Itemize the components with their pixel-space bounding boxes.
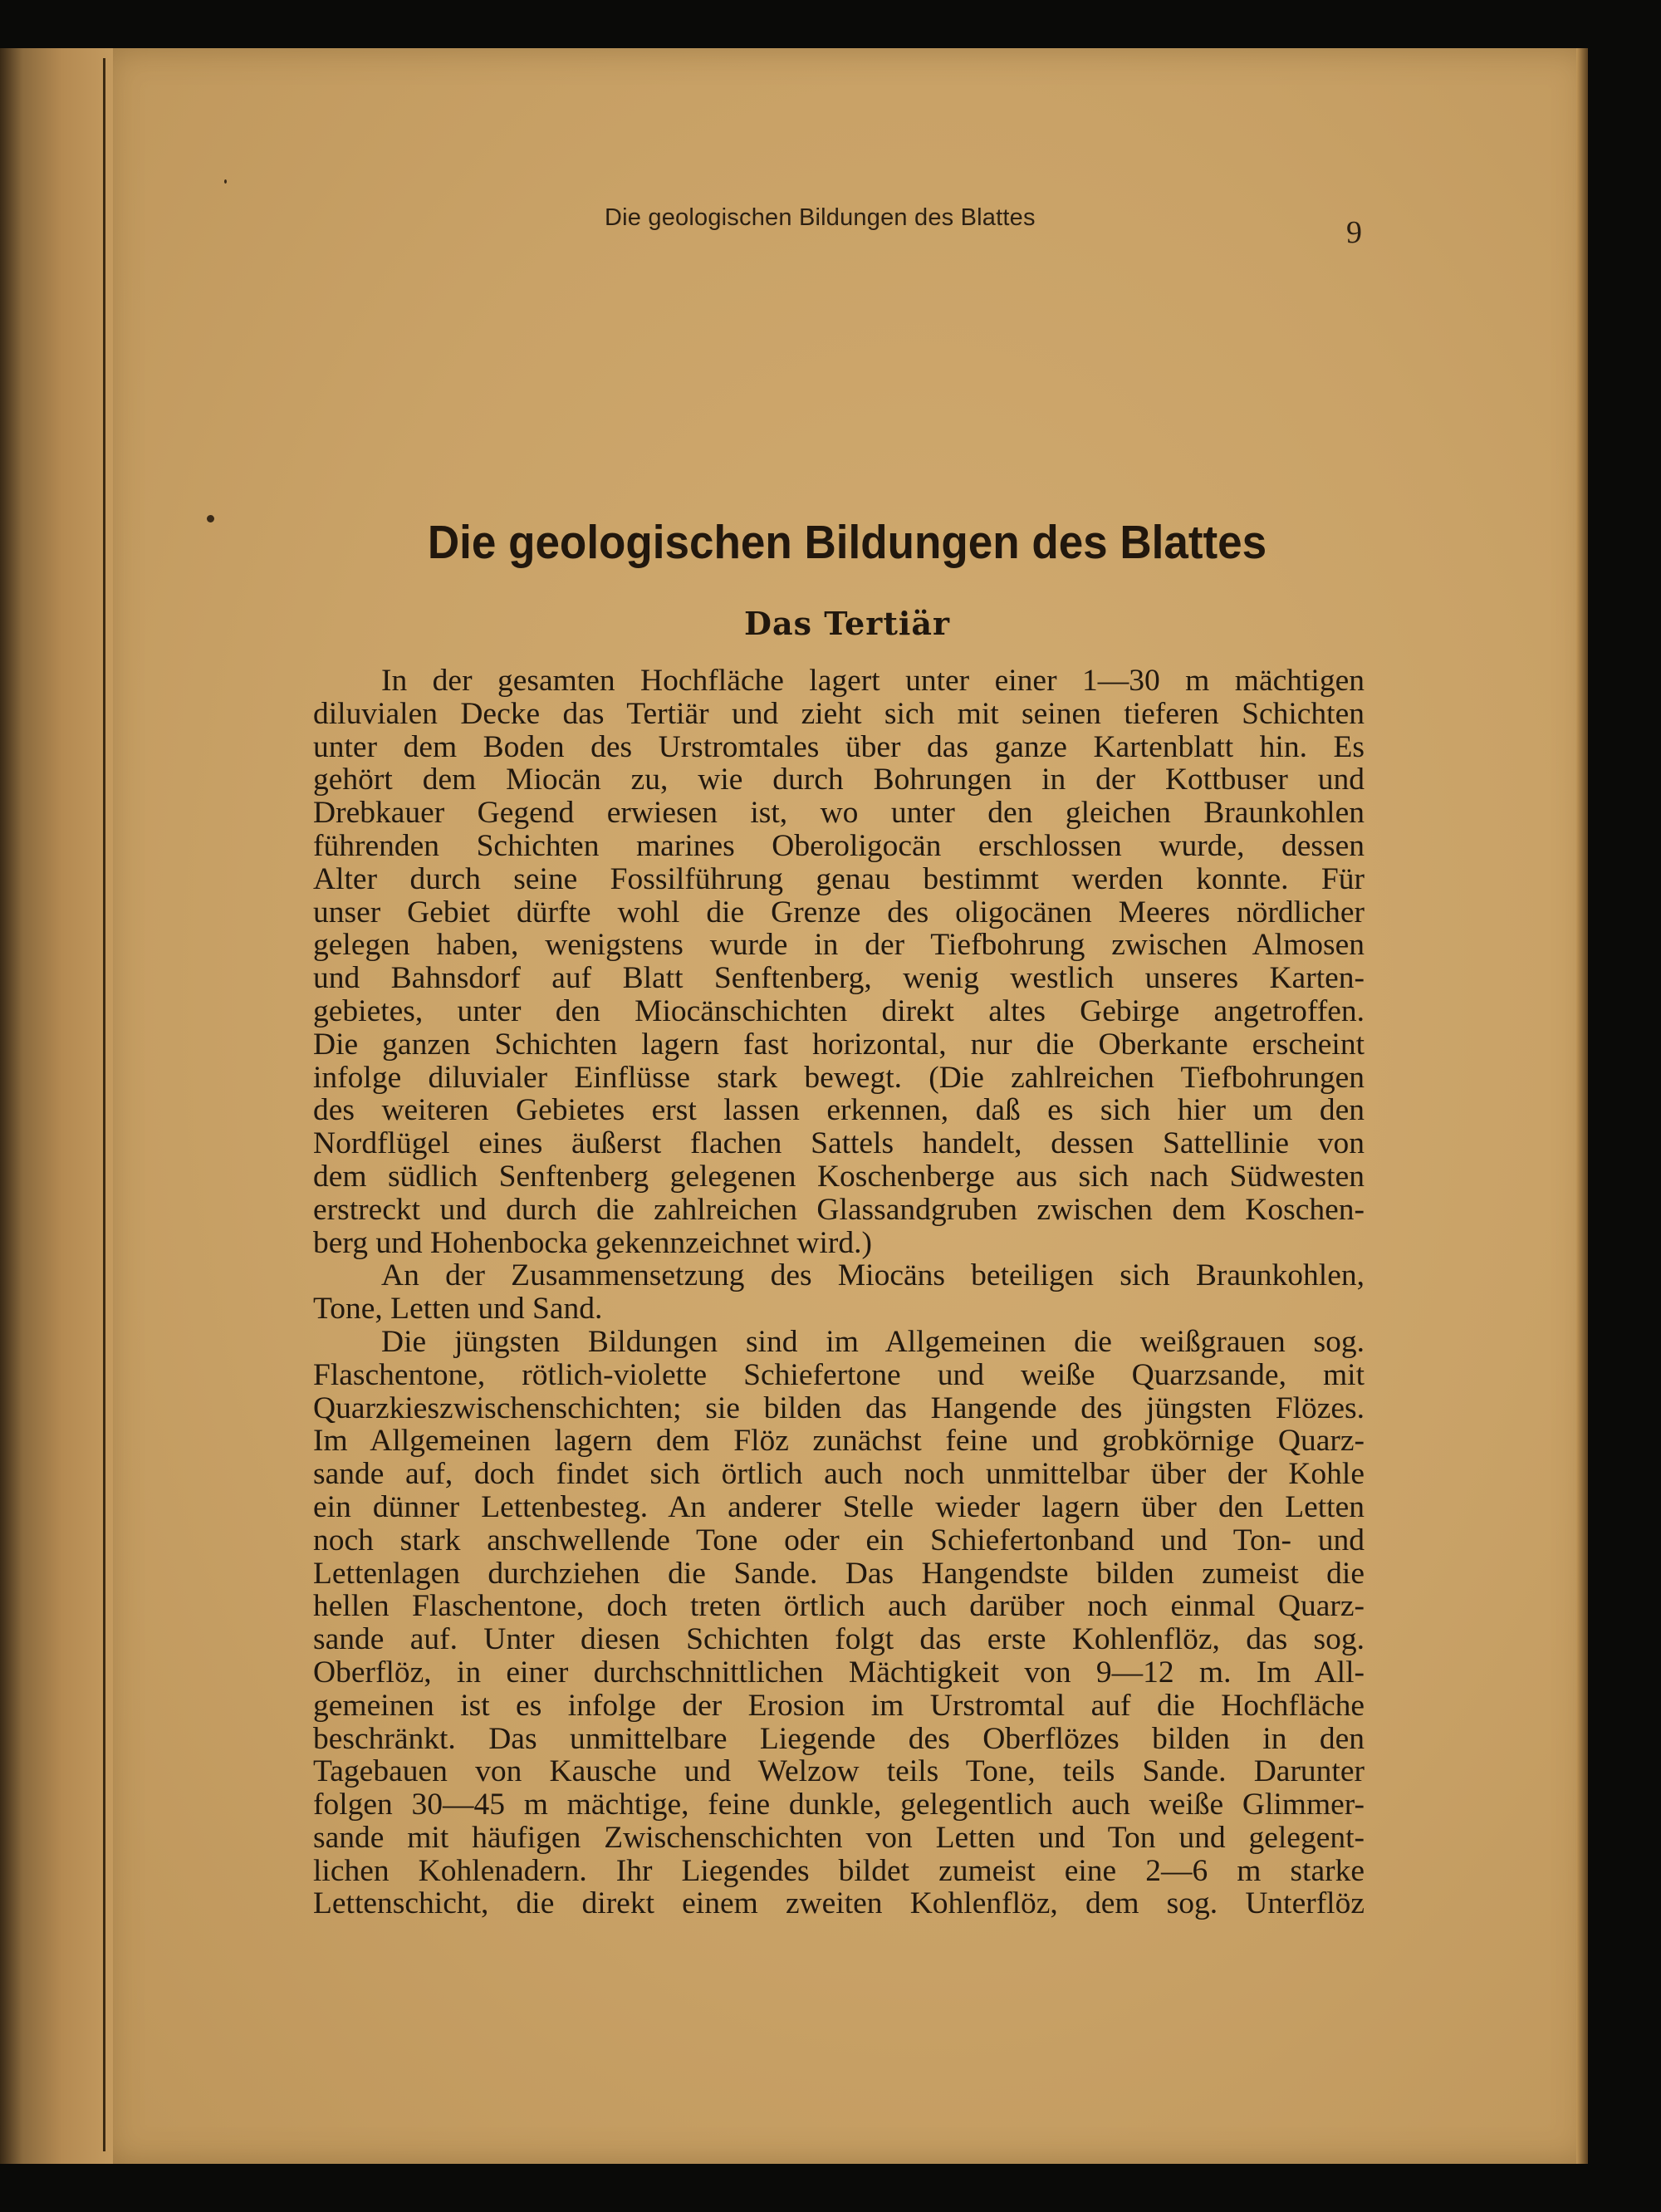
text-line: des weiteren Gebietes erst lassen erkennen, daß es sich hier um den xyxy=(313,1093,1365,1128)
text-line: Tone, Letten und Sand. xyxy=(313,1292,603,1327)
text-line: folgen 30—45 m mächtige, feine dunkle, gelegentlich auch weiße Glimmer- xyxy=(313,1788,1365,1822)
text-line: Drebkauer Gegend erwiesen ist, wo unter den gleichen Braunkohlen xyxy=(313,796,1365,831)
text-line: Oberflöz, in einer durchschnittlichen Mächtigkeit von 9—12 m. Im All- xyxy=(313,1655,1365,1690)
text-line: Nordflügel eines äußerst flachen Sattels handelt, dessen Sattellinie von xyxy=(313,1126,1365,1161)
book-spine xyxy=(0,48,113,2164)
text-line: In der gesamten Hochfläche lagert unter einer 1—30 m mächtigen xyxy=(381,664,1365,698)
text-line: Flaschentone, rötlich-violette Schiefertone und weiße Quarzsande, mit xyxy=(313,1357,1365,1392)
text-line: infolge diluvialer Einflüsse stark bewegt. (Die zahlreichen Tiefbohrungen xyxy=(313,1060,1365,1095)
page-edge xyxy=(1576,48,1588,2164)
text-line: diluvialen Decke das Tertiär und zieht sich mit seinen tieferen Schichten xyxy=(313,696,1365,731)
text-line: gebietes, unter den Miocänschichten direkt altes Gebirge angetroffen. xyxy=(313,993,1365,1028)
text-line: unser Gebiet dürfte wohl die Grenze des oligocänen Meeres nördlicher xyxy=(313,895,1365,929)
section-title: Das Tertiär xyxy=(744,605,950,642)
text-line: noch stark anschwellende Tone oder ein Schiefertonband und Ton- und xyxy=(313,1523,1365,1557)
text-line: Die jüngsten Bildungen sind im Allgemeinen die weißgrauen sog. xyxy=(381,1324,1365,1359)
text-line: An der Zusammensetzung des Miocäns beteiligen sich Braunkohlen, xyxy=(381,1258,1365,1293)
text-line: führenden Schichten marines Oberoligocän erschlossen wurde, dessen xyxy=(313,828,1365,863)
text-line: gemeinen ist es infolge der Erosion im Urstromtal auf die Hochfläche xyxy=(313,1688,1365,1723)
chapter-title: Die geologischen Bildungen des Blattes xyxy=(427,516,1267,569)
text-line: dem südlich Senftenberg gelegenen Koschenberge aus sich nach Südwesten xyxy=(313,1159,1365,1194)
text-line: Quarzkieszwischenschichten; sie bilden das Hangende des jüngsten Flözes. xyxy=(313,1390,1365,1425)
paper-speck xyxy=(224,179,227,184)
text-line: Die ganzen Schichten lagern fast horizontal, nur die Oberkante erscheint xyxy=(313,1027,1365,1062)
body-text xyxy=(313,665,1365,1920)
text-line: gehört dem Miocän zu, wie durch Bohrungen in der Kottbuser und xyxy=(313,763,1365,797)
text-line: Lettenlagen durchziehen die Sande. Das Hangendste bilden zumeist die xyxy=(313,1556,1365,1591)
text-line: berg und Hohenbocka gekennzeichnet wird.) xyxy=(313,1225,873,1260)
text-line: Im Allgemeinen lagern dem Flöz zunächst feine und grobkörnige Quarz- xyxy=(313,1424,1365,1459)
paper-speck xyxy=(207,515,214,522)
page-number: 9 xyxy=(1346,215,1362,250)
text-line: sande auf, doch findet sich örtlich auch noch unmittelbar über der Kohle xyxy=(313,1457,1365,1492)
text-line: Tagebauen von Kausche und Welzow teils Tone, teils Sande. Darunter xyxy=(313,1754,1365,1789)
text-line: sande auf. Unter diesen Schichten folgt das erste Kohlenflöz, das sog. xyxy=(313,1622,1365,1657)
text-line: Lettenschicht, die direkt einem zweiten Kohlenflöz, dem sog. Unterflöz xyxy=(313,1886,1365,1921)
text-line: sande mit häufigen Zwischenschichten von Letten und Ton und gelegent- xyxy=(313,1820,1365,1855)
gutter-line xyxy=(103,58,105,2151)
text-line: lichen Kohlenadern. Ihr Liegendes bildet zumeist eine 2—6 m starke xyxy=(313,1853,1365,1888)
text-line: Alter durch seine Fossilführung genau bestimmt werden konnte. Für xyxy=(313,861,1365,896)
running-head: Die geologischen Bildungen des Blattes xyxy=(605,204,1036,231)
text-line: erstreckt und durch die zahlreichen Glassandgruben zwischen dem Koschen- xyxy=(313,1192,1365,1227)
text-line: und Bahnsdorf auf Blatt Senftenberg, wenig westlich unseres Karten- xyxy=(313,961,1365,996)
text-line: ein dünner Lettenbesteg. An anderer Stelle wieder lagern über den Letten xyxy=(313,1489,1365,1524)
text-line: gelegen haben, wenigstens wurde in der Tiefbohrung zwischen Almosen xyxy=(313,928,1365,963)
text-line: beschränkt. Das unmittelbare Liegende des Oberflözes bilden in den xyxy=(313,1721,1365,1756)
text-line: unter dem Boden des Urstromtales über das ganze Kartenblatt hin. Es xyxy=(313,729,1365,764)
text-line: hellen Flaschentone, doch treten örtlich auch darüber noch einmal Quarz- xyxy=(313,1589,1365,1624)
